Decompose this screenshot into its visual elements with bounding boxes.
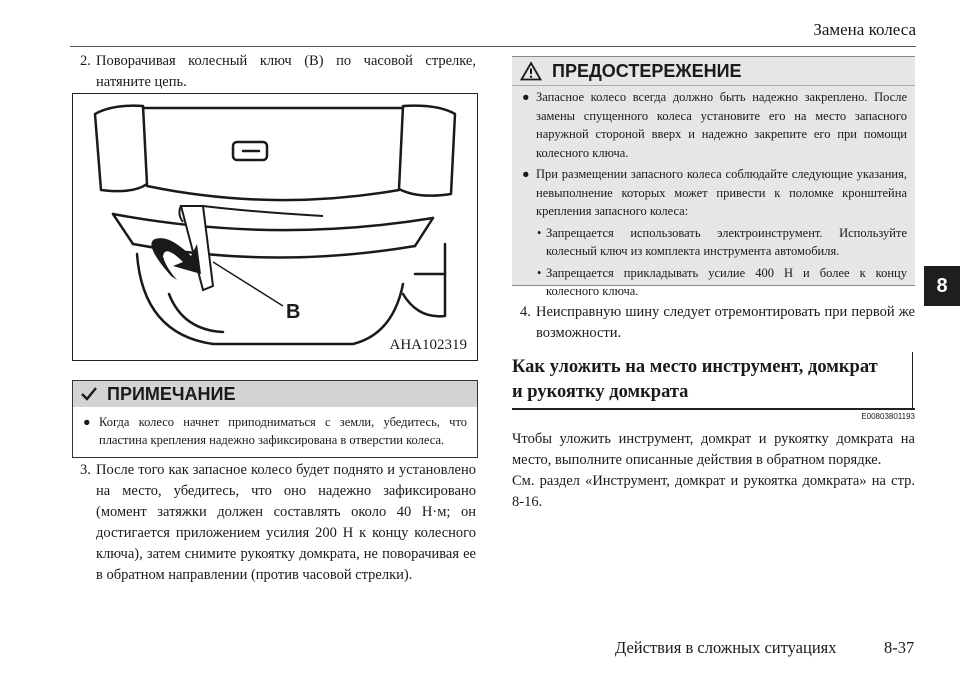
note-bullet: ● <box>83 415 91 429</box>
footer-section-name: Действия в сложных ситуациях <box>615 638 837 657</box>
page-header-title: Замена колеса <box>813 20 916 39</box>
warning-sub-bullet: • <box>537 265 542 280</box>
header-rule <box>70 46 916 47</box>
warning-header <box>512 57 915 86</box>
warning-sub-bullet: • <box>537 225 542 240</box>
warning-item-text: При размещении запасного колеса соблюдайте следующие указания, невыполнение которых может привести к поломке кронштейна крепления запасного колеса: <box>536 167 907 218</box>
note-header <box>73 381 477 407</box>
step-4-number: 4. <box>520 304 531 320</box>
spare-wheel-drawing <box>73 94 477 360</box>
note-item <box>73 407 477 457</box>
section-title-line-1: Как уложить на место инструмент, домкрат <box>512 357 878 377</box>
note-text: Когда колесо начнет приподниматься с земли, убедитесь, что пластина крепления надежно зафиксирована в отверстии колеса. <box>99 415 467 447</box>
section-paragraph-1: Чтобы уложить инструмент, домкрат и рукоятку домкрата на место, выполните описанные действия в обратном порядке. <box>512 431 915 468</box>
warning-item <box>520 88 907 162</box>
callout-label-b: B <box>286 301 301 323</box>
warning-title: ПРЕДОСТЕРЕЖЕНИЕ <box>552 60 742 81</box>
warning-sub-item-text: Запрещается использовать электроинструмент. Используйте колесный ключ из комплекта инструмента автомобиля. <box>546 225 907 258</box>
warning-item-text: Запасное колесо всегда должно быть надежно закреплено. После замены спущенного колеса установите его на место запасного наружной стороной вверх и надежно закрепите его при помощи колесного ключа. <box>536 90 907 160</box>
note-title: ПРИМЕЧАНИЕ <box>107 383 236 404</box>
section-heading-underline <box>512 408 915 410</box>
step-3 <box>80 460 476 586</box>
note-box <box>72 380 478 458</box>
section-code: E00803801193 <box>861 412 915 421</box>
warning-triangle-icon <box>520 61 542 81</box>
warning-box <box>512 56 915 298</box>
chapter-tab[interactable]: 8 <box>924 266 960 306</box>
step-2 <box>80 51 476 93</box>
figure-code: AHA102319 <box>389 337 467 353</box>
warning-sub-item <box>520 264 907 301</box>
step-2-number: 2. <box>80 53 91 69</box>
footer-page-number: 8-37 <box>884 638 915 657</box>
step-2-text: Поворачивая колесный ключ (B) по часовой стрелке, натяните цепь. <box>96 53 476 90</box>
warning-sub-item-text: Запрещается прикладывать усилие 400 Н и более к концу колесного ключа. <box>546 265 907 298</box>
warning-sub-item <box>520 224 907 261</box>
section-title-line-2: и рукоятку домкрата <box>512 382 689 402</box>
checkmark-icon <box>79 384 99 404</box>
step-3-number: 3. <box>80 462 91 478</box>
section-paragraph-2: См. раздел «Инструмент, домкрат и рукоятка домкрата» на стр. 8-16. <box>512 473 915 510</box>
warning-item <box>520 165 907 221</box>
step-4 <box>520 302 915 344</box>
illustration-wheel-wrench <box>72 93 478 361</box>
warning-bullet: ● <box>522 90 530 104</box>
warning-bullet: ● <box>522 167 530 181</box>
step-4-text: Неисправную шину следует отремонтировать при первой же возможности. <box>536 304 915 341</box>
warning-body <box>512 86 915 301</box>
section-heading <box>512 355 915 405</box>
step-3-text: После того как запасное колесо будет поднято и установлено на место, убедитесь, что оно надежно зафиксировано (момент затяжки должен составлять около 40 Н·м; он достигается приложением усилия 200 Н к концу колесного ключа), затем снимите рукоятку домкрата, не поворачивая ее в обратном направлении (против часовой стрелки). <box>96 462 476 583</box>
